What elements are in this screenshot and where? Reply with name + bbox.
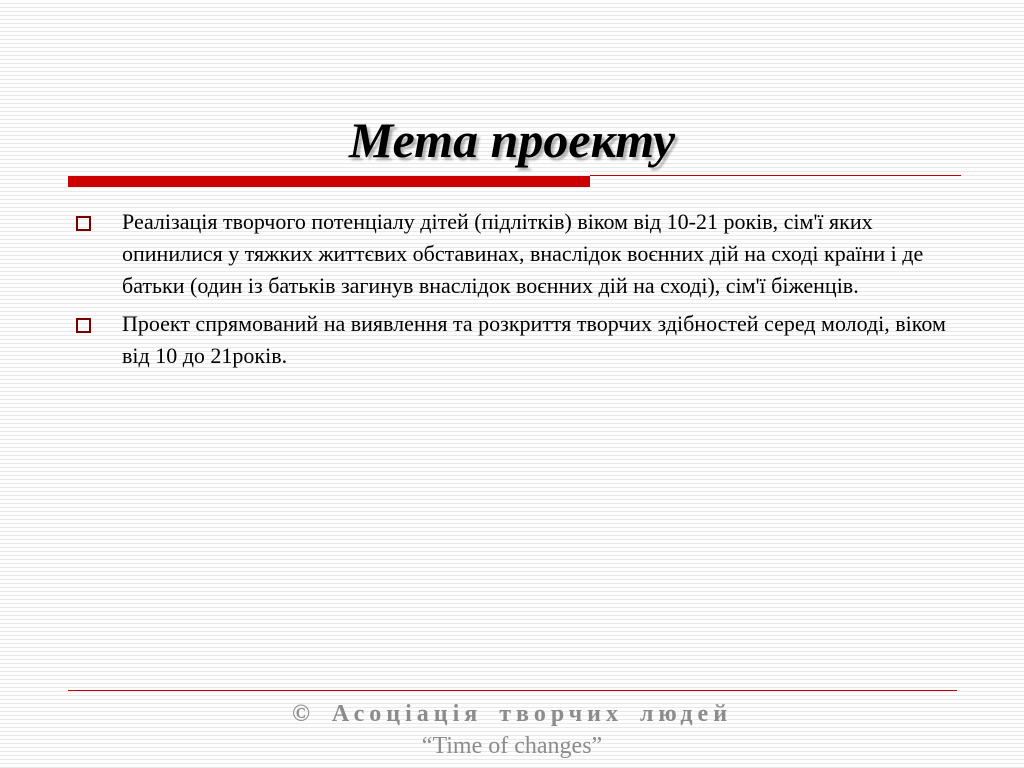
footer-organization: © Асоціація творчих людей bbox=[291, 701, 733, 727]
footer-divider bbox=[68, 690, 957, 691]
footer-tagline: “Time of changes” bbox=[421, 733, 603, 759]
hollow-square-bullet-icon bbox=[76, 216, 91, 231]
bullet-text: Реалізація творчого потенціалу дітей (підлітків) віком від 10-21 років, сім'ї яких опинилися у тяжких життєвих обставинах, внаслідок воєнних дій на сході країни і де батьки (один із батьків загинув внаслідок воєнних дій на сході), сім'ї біженців. bbox=[122, 209, 924, 298]
slide-title: Мета проекту bbox=[348, 112, 676, 168]
title-underline-thin bbox=[590, 175, 961, 176]
hollow-square-bullet-icon bbox=[76, 318, 91, 333]
bullet-text: Проект спрямований на виявлення та розкриття творчих здібностей серед молоді, віком від 10 до 21років. bbox=[122, 311, 946, 368]
bullet-item bbox=[74, 206, 954, 302]
title-underline-thick bbox=[68, 176, 590, 187]
bullet-item bbox=[74, 308, 954, 372]
bullet-list bbox=[74, 206, 954, 378]
